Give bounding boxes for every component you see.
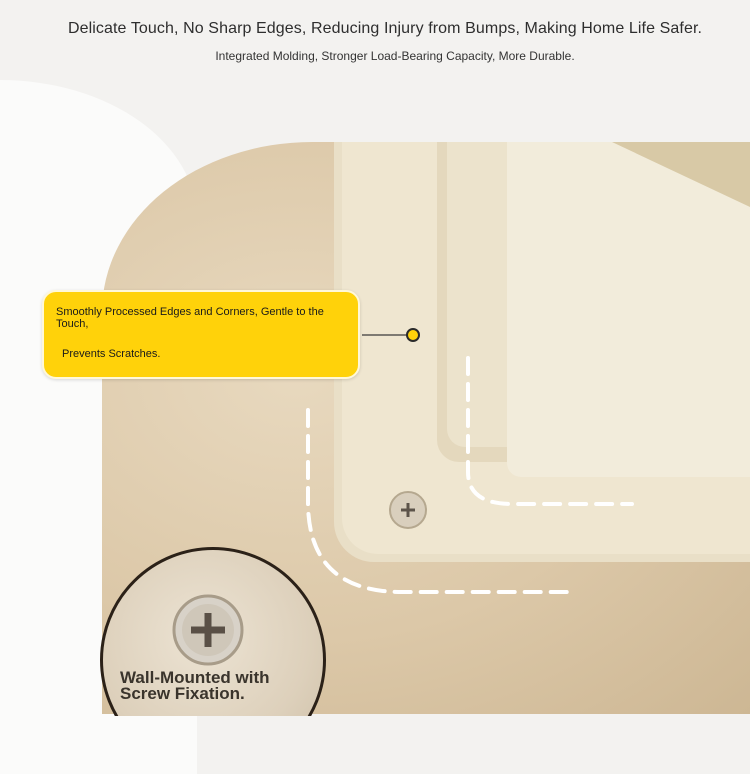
page-subtitle: Integrated Molding, Stronger Load-Bearing Capacity, More Durable.	[215, 49, 575, 63]
callout-line-2: Prevents Scratches.	[62, 348, 161, 360]
zoom-caption	[120, 670, 320, 702]
zoom-caption-line-1: Wall-Mounted with	[120, 668, 270, 687]
callout-box	[42, 290, 360, 379]
page-title: Delicate Touch, No Sharp Edges, Reducing Injury from Bumps, Making Home Life Safer.	[67, 20, 703, 37]
callout-line-1: Smoothly Processed Edges and Corners, Gentle to the Touch,	[56, 306, 324, 330]
inner-raised-panel	[507, 142, 750, 477]
zoom-caption-line-2: Screw Fixation.	[120, 684, 245, 703]
callout-dot	[407, 329, 419, 341]
